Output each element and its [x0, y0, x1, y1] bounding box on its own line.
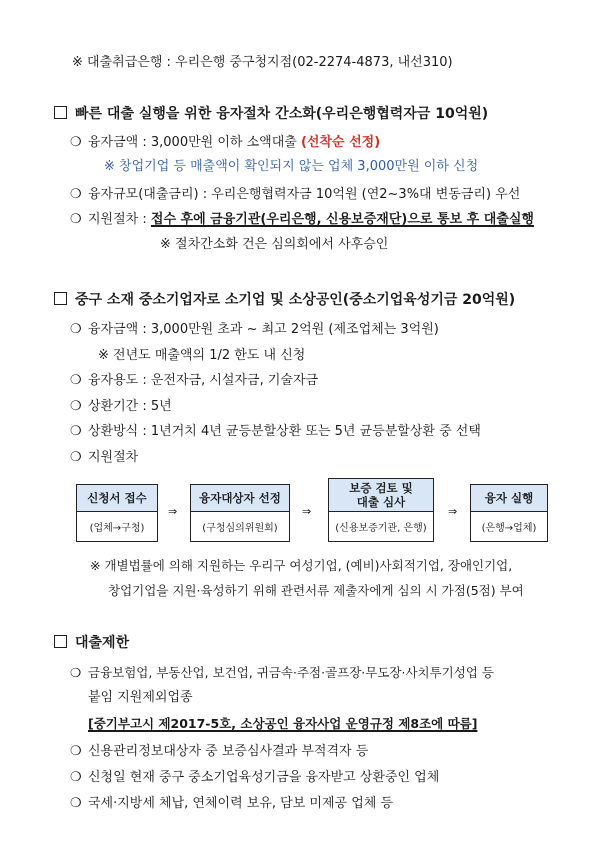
flow-step-title: 보증 검토 및 대출 심사 — [329, 479, 433, 512]
section3-item1-line2: 붙임 지원제외업종 — [88, 690, 193, 705]
section3-heading-text: 대출제한 — [75, 635, 130, 651]
flow-step-title: 신청서 접수 — [77, 485, 157, 512]
section1-scale-text: 융자규모(대출금리) : 우리은행협력자금 10억원 (연2~3%대 변동금리) 우선 — [88, 187, 521, 202]
section3-item1 — [70, 664, 494, 682]
bullet-icon: ❍ — [70, 744, 82, 759]
flow-arrow-icon: ⇒ — [448, 505, 458, 518]
section1-amount-text: 융자금액 : 3,000만원 이하 소액대출 — [88, 135, 301, 150]
bullet-icon: ❍ — [70, 212, 82, 227]
checkbox-square-icon — [54, 106, 67, 119]
section1-heading-text: 빠른 대출 실행을 위한 융자절차 간소화(우리은행협력자금 10억원) — [75, 106, 489, 122]
bullet-icon: ❍ — [70, 373, 82, 388]
bullet-icon: ❍ — [70, 424, 82, 439]
bullet-icon: ❍ — [70, 399, 82, 414]
section2-note-line2: 창업기업을 지원·육성하기 위해 관련서류 제출자에게 심의 시 가점(5점) 부여 — [108, 583, 524, 598]
section1-scale — [70, 186, 520, 204]
section2-heading-text: 중구 소재 중소기업자로 소기업 및 소상공인(중소기업육성기금 20억원) — [75, 292, 516, 308]
section2-method — [70, 423, 481, 441]
section2-amount-note: ※ 전년도 매출액의 1/2 한도 내 신청 — [98, 348, 306, 363]
bullet-icon: ❍ — [70, 450, 82, 465]
section2-use-text: 융자용도 : 운전자금, 시설자금, 기술자금 — [88, 373, 319, 388]
section3-item4 — [70, 795, 393, 813]
section1-procedure-note: ※ 절차간소화 건은 심의회에서 사후승인 — [160, 237, 389, 252]
section2-method-text: 상환방식 : 1년거치 4년 균등분할상환 또는 5년 균등분할상환 중 선택 — [88, 424, 481, 439]
section2-note-line1: ※ 개별법률에 의해 지원하는 우리구 여성기업, (예비)사회적기업, 장애인기업, — [90, 558, 513, 573]
bullet-icon: ❍ — [70, 135, 82, 150]
section2-amount — [70, 321, 439, 339]
section3-heading — [54, 633, 129, 653]
bullet-icon: ❍ — [70, 322, 82, 337]
flow-step-sub: (구청심의위원회) — [202, 523, 278, 534]
bullet-icon: ❍ — [70, 187, 82, 202]
flow-step-sub: (은행→업체) — [481, 523, 537, 534]
section3-regulation: [중기부고시 제2017-5호, 소상공인 융자사업 운영규정 제8조에 따름] — [88, 716, 478, 731]
section3-item3 — [70, 769, 439, 787]
section2-heading — [54, 290, 515, 310]
section2-procedure — [70, 449, 138, 467]
flow-step-review — [328, 478, 434, 542]
section3-item1-text: 금융보험업, 부동산업, 보건업, 귀금속·주점·골프장·무도장·사치투기성업 등 — [88, 665, 494, 680]
section3-item2-text: 신용관리정보대상자 중 보증심사결과 부적격자 등 — [88, 744, 369, 759]
checkbox-square-icon — [54, 292, 67, 305]
flow-step-title: 융자 실행 — [471, 485, 547, 512]
flow-step-sub: (신용보증기관, 은행) — [335, 523, 427, 534]
flow-step-sub: (업체→구청) — [89, 523, 145, 534]
bullet-icon: ❍ — [70, 796, 82, 811]
section1-procedure — [70, 211, 534, 229]
bullet-icon: ❍ — [70, 665, 82, 680]
section2-procedure-text: 지원절차 — [88, 450, 139, 465]
bank-info-note: ※ 대출취급은행 : 우리은행 중구청지점(02-2274-4873, 내선310) — [72, 55, 453, 70]
flow-step-title: 융자대상자 선정 — [191, 485, 289, 512]
flow-arrow-icon: ⇒ — [302, 505, 312, 518]
section1-heading — [54, 104, 488, 124]
flow-step-selection — [190, 484, 290, 542]
bullet-icon: ❍ — [70, 770, 82, 785]
section1-procedure-underlined: 접수 후에 금융기관(우리은행, 신용보증재단)으로 통보 후 대출실행 — [150, 212, 534, 227]
checkbox-square-icon — [54, 635, 67, 648]
flow-arrow-icon: ⇒ — [168, 505, 178, 518]
section3-item2 — [70, 743, 368, 761]
section2-amount-text: 융자금액 : 3,000만원 초과 ~ 최고 2억원 (제조업체는 3억원) — [88, 322, 439, 337]
section2-period-text: 상환기간 : 5년 — [88, 399, 172, 414]
section3-item4-text: 국세·지방세 체납, 연체이력 보유, 담보 미제공 업체 등 — [88, 796, 394, 811]
section2-period — [70, 398, 172, 416]
section1-procedure-label: 지원절차 : — [88, 212, 151, 227]
section2-use — [70, 372, 318, 390]
section1-amount — [70, 134, 380, 152]
section1-amount-note: ※ 창업기업 등 매출액이 확인되지 않는 업체 3,000만원 이하 신청 — [104, 159, 479, 174]
flow-step-application — [76, 484, 158, 542]
flow-step-execution — [470, 484, 548, 542]
section3-item3-text: 신청일 현재 중구 중소기업육성기금을 융자받고 상환중인 업체 — [88, 770, 440, 785]
first-come-highlight: (선착순 선정) — [300, 135, 381, 150]
